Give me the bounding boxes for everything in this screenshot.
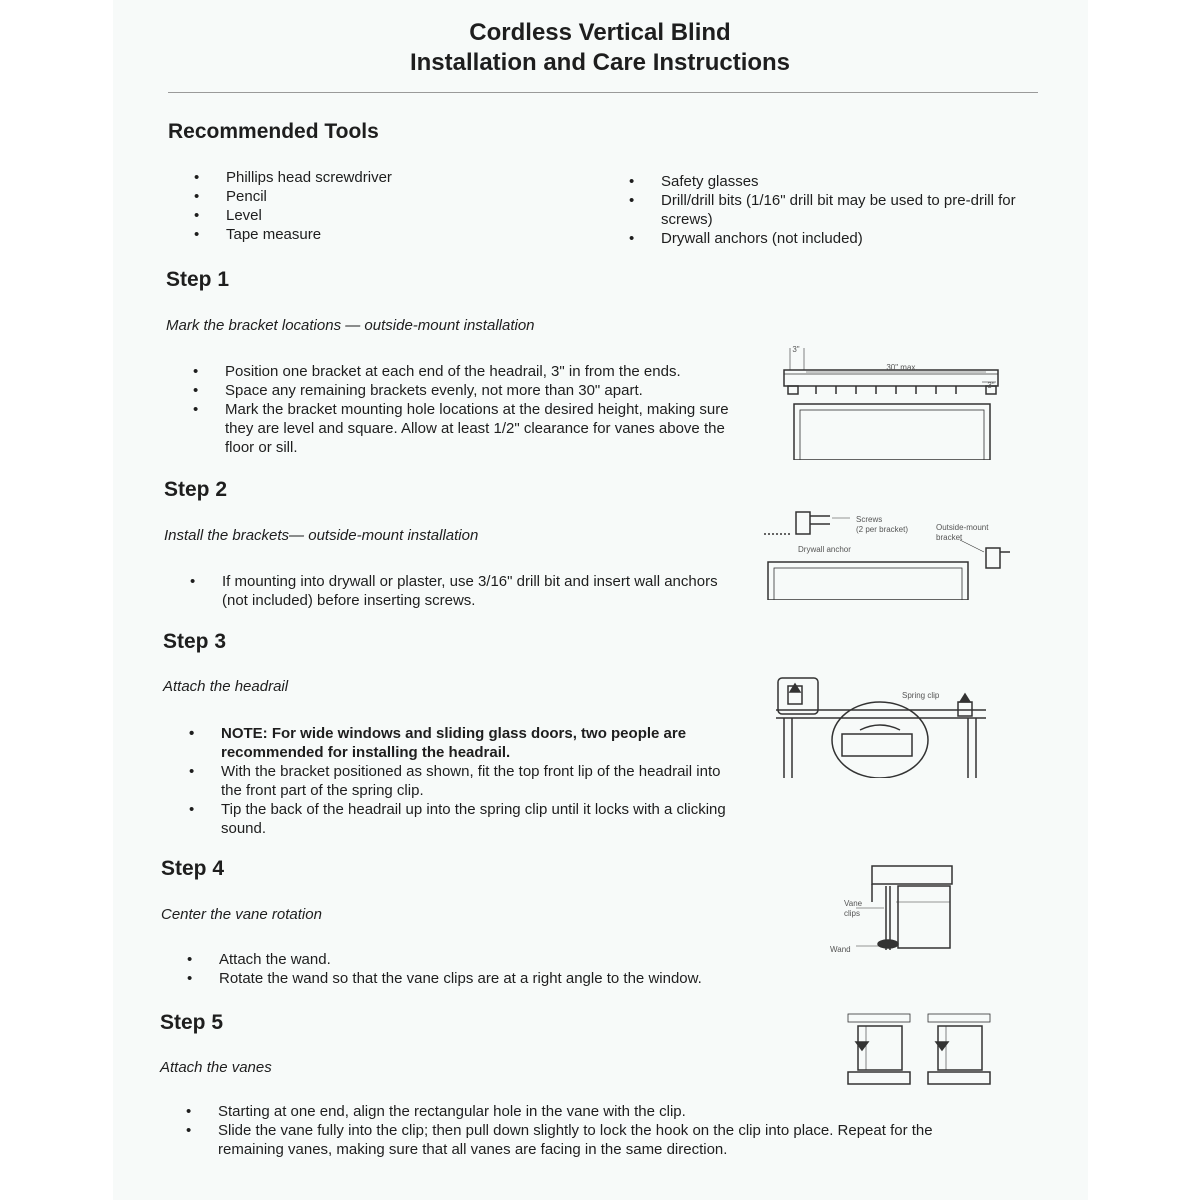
step-5-subtitle: Attach the vanes <box>160 1059 272 1076</box>
dimension-label: 3" <box>987 381 995 390</box>
step-4-heading: Step 4 <box>161 857 225 880</box>
list-item: • Drywall anchors (not included) <box>629 229 1029 248</box>
tools-list-right <box>629 172 1029 248</box>
step-1-list <box>193 362 733 457</box>
title-line-1: Cordless Vertical Blind <box>469 19 731 46</box>
step-2-subtitle: Install the brackets— outside-mount installation <box>164 527 479 544</box>
tools-heading: Recommended Tools <box>168 120 379 143</box>
callout-label: Wand <box>830 945 851 954</box>
list-item: • Position one bracket at each end of the headrail, 3" in from the ends. <box>193 362 733 381</box>
list-item: • Safety glasses <box>629 172 1029 191</box>
callout-label: Outside-mount <box>936 523 989 532</box>
callout-label: Screws <box>856 515 883 524</box>
callout-label: Vane <box>844 899 863 908</box>
list-item: • If mounting into drywall or plaster, use 3/16" drill bit and insert wall anchors (not included) before inserting screws. <box>190 572 730 610</box>
note-item: • NOTE: For wide windows and sliding glass doors, two people are recommended for installing the headrail. <box>189 724 734 762</box>
callout-label: (2 per bracket) <box>856 525 909 534</box>
step-2-heading: Step 2 <box>164 478 228 501</box>
dimension-label: 3" <box>792 345 800 354</box>
list-item: • With the bracket positioned as shown, fit the top front lip of the headrail into the front part of the spring clip. <box>189 762 734 800</box>
list-item: • Starting at one end, align the rectangular hole in the vane with the clip. <box>186 1102 986 1121</box>
spring-clip-diagram <box>772 674 988 778</box>
callout-label: Spring clip <box>902 691 940 700</box>
list-item: • Pencil <box>194 187 574 206</box>
list-item: • Mark the bracket mounting hole locations at the desired height, making sure they are level and square. Allow at least 1/2" clearance for vanes above the floor or sill. <box>193 400 733 457</box>
list-item: • Slide the vane fully into the clip; then pull down slightly to lock the hook on the clip into place. Repeat for the remaining vanes, making sure that all vanes are facing in the same direction. <box>186 1121 986 1159</box>
step-5-heading: Step 5 <box>160 1011 224 1034</box>
step-3-heading: Step 3 <box>163 630 227 653</box>
callout-label: Drywall anchor <box>798 545 851 554</box>
step-1-heading: Step 1 <box>166 268 230 291</box>
step-2-figure <box>760 508 1010 600</box>
step-4-list <box>187 950 787 988</box>
dimension-label: 30" max. <box>886 363 918 372</box>
step-3-figure <box>772 674 988 778</box>
list-item: • Tip the back of the headrail up into the spring clip until it locks with a clicking sound. <box>189 800 734 838</box>
list-item: • Level <box>194 206 574 225</box>
list-item: • Rotate the wand so that the vane clips are at a right angle to the window. <box>187 969 787 988</box>
list-item: • Space any remaining brackets evenly, not more than 30" apart. <box>193 381 733 400</box>
bracket-install-diagram <box>760 508 1010 600</box>
vane-attach-diagram <box>844 1008 992 1090</box>
list-item: • Drill/drill bits (1/16" drill bit may be used to pre-drill for screws) <box>629 191 1029 229</box>
step-4-subtitle: Center the vane rotation <box>161 906 322 923</box>
title-line-2: Installation and Care Instructions <box>409 49 791 76</box>
list-item: • Tape measure <box>194 225 574 244</box>
vane-wand-diagram <box>826 862 956 958</box>
step-1-figure <box>776 342 1006 460</box>
step-5-list <box>186 1102 986 1159</box>
list-item: • Attach the wand. <box>187 950 787 969</box>
headrail-bracket-diagram <box>776 342 1006 460</box>
tools-list-left <box>194 168 574 244</box>
callout-label: clips <box>844 909 861 918</box>
step-4-figure <box>826 862 956 958</box>
step-3-list <box>189 724 734 838</box>
list-item: • Phillips head screwdriver <box>194 168 574 187</box>
step-2-list <box>190 572 730 610</box>
document-title <box>0 18 1200 78</box>
step-5-figure <box>844 1008 992 1090</box>
step-3-subtitle: Attach the headrail <box>163 678 289 695</box>
title-divider <box>168 92 1038 93</box>
callout-label: bracket <box>936 533 963 542</box>
step-1-subtitle: Mark the bracket locations — outside-mount installation <box>166 317 535 334</box>
